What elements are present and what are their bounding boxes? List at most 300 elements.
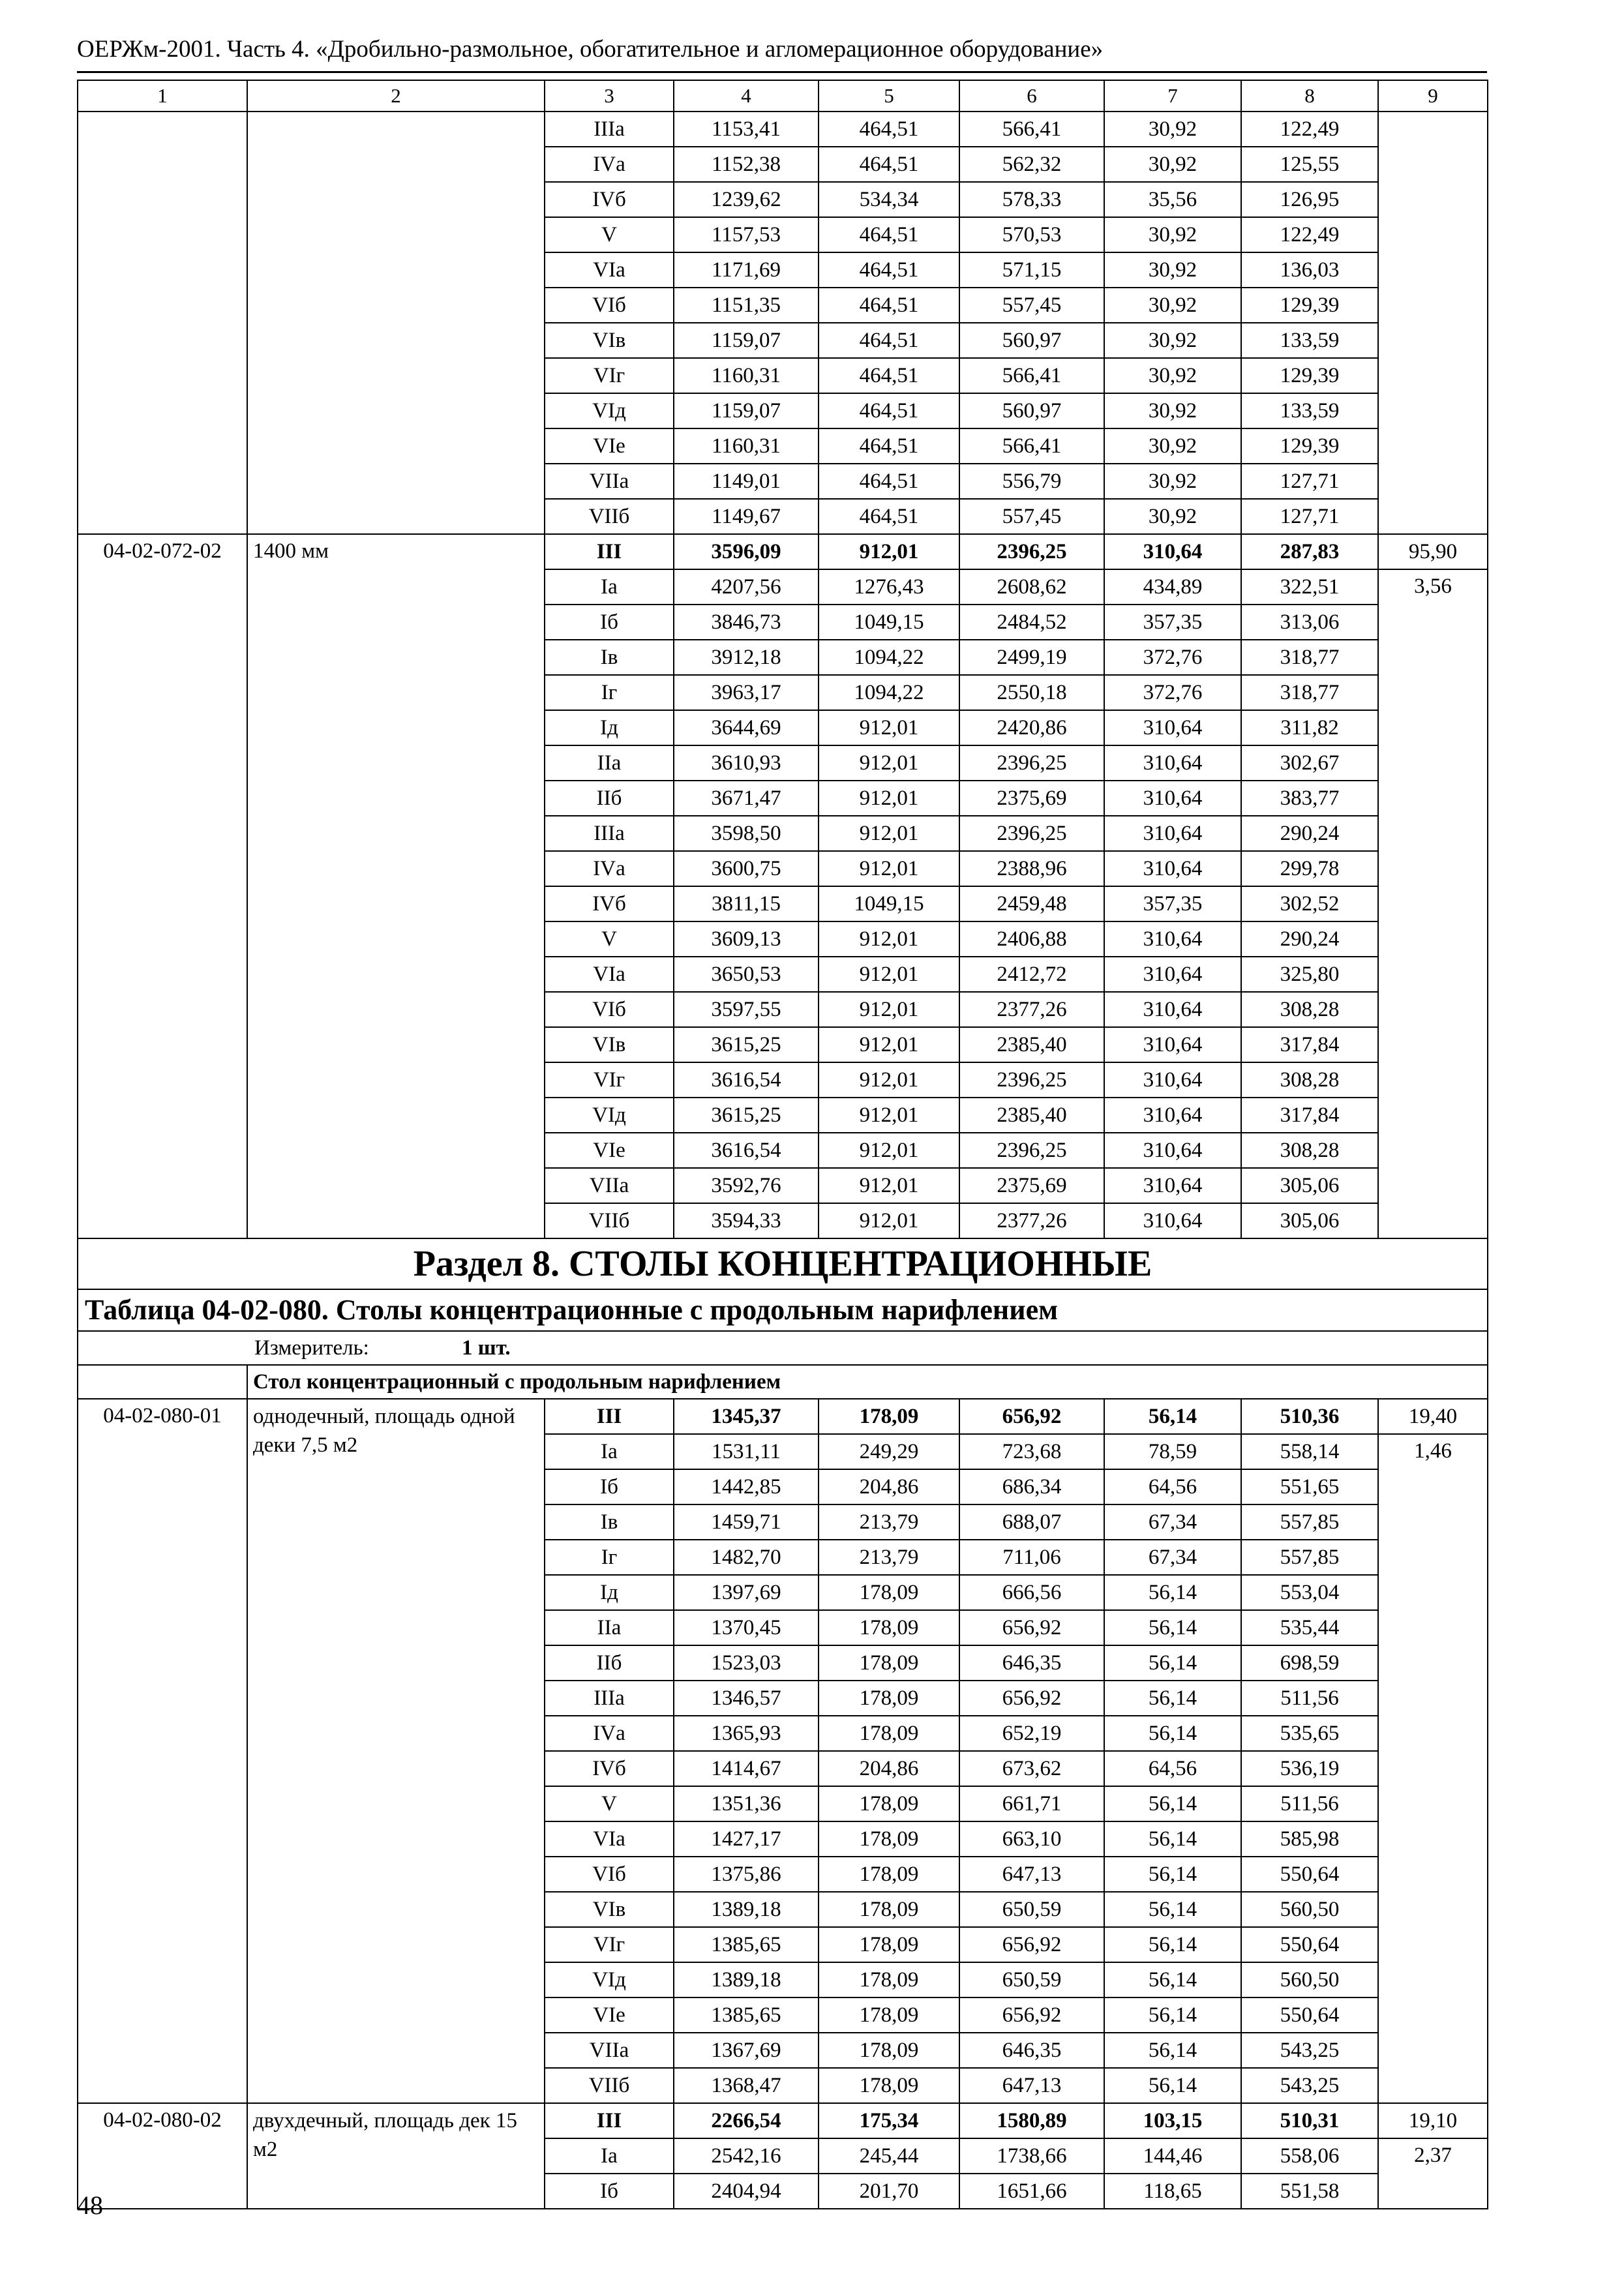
value-cell: 434,89 xyxy=(1104,569,1241,605)
value-cell: 175,34 xyxy=(819,2103,959,2138)
table-title-row xyxy=(78,1289,1488,1331)
value-cell: 56,14 xyxy=(1104,1716,1241,1751)
value-cell: 1151,35 xyxy=(674,288,819,323)
value-cell: 650,59 xyxy=(959,1892,1104,1927)
value-cell: 310,64 xyxy=(1104,1203,1241,1238)
value-cell: 318,77 xyxy=(1241,675,1378,710)
value-cell: 2388,96 xyxy=(959,851,1104,886)
col9-cell: 19,40 xyxy=(1378,1399,1488,1434)
value-cell: 464,51 xyxy=(819,393,959,428)
value-cell: 464,51 xyxy=(819,323,959,358)
value-cell: 56,14 xyxy=(1104,1575,1241,1610)
value-cell: 1094,22 xyxy=(819,640,959,675)
value-cell: 1367,69 xyxy=(674,2033,819,2068)
value-cell: 56,14 xyxy=(1104,1962,1241,1997)
value-cell: 1427,17 xyxy=(674,1821,819,1857)
value-cell: 1346,57 xyxy=(674,1681,819,1716)
value-cell: 3615,25 xyxy=(674,1098,819,1133)
item-name-cell xyxy=(247,112,545,534)
measure-label: Измеритель: xyxy=(254,1336,369,1360)
zone-cell: VIIа xyxy=(545,464,674,499)
column-number-cell: 2 xyxy=(247,80,545,112)
value-cell: 1159,07 xyxy=(674,393,819,428)
value-cell: 64,56 xyxy=(1104,1469,1241,1504)
col9-cell: 95,90 xyxy=(1378,534,1488,569)
zone-cell: VIе xyxy=(545,1133,674,1168)
table-row xyxy=(78,112,1488,147)
value-cell: 1094,22 xyxy=(819,675,959,710)
value-cell: 30,92 xyxy=(1104,464,1241,499)
column-number-cell: 3 xyxy=(545,80,674,112)
value-cell: 912,01 xyxy=(819,781,959,816)
value-cell: 310,64 xyxy=(1104,1062,1241,1098)
value-cell: 1276,43 xyxy=(819,569,959,605)
value-cell: 302,52 xyxy=(1241,886,1378,921)
value-cell: 912,01 xyxy=(819,1168,959,1203)
value-cell: 556,79 xyxy=(959,464,1104,499)
zone-cell: Iг xyxy=(545,1540,674,1575)
value-cell: 1159,07 xyxy=(674,323,819,358)
value-cell: 1523,03 xyxy=(674,1645,819,1681)
value-cell: 2420,86 xyxy=(959,710,1104,745)
value-cell: 912,01 xyxy=(819,1203,959,1238)
value-cell: 912,01 xyxy=(819,534,959,569)
value-cell: 3610,93 xyxy=(674,745,819,781)
value-cell: 3811,15 xyxy=(674,886,819,921)
header-rule xyxy=(77,71,1487,73)
value-cell: 322,51 xyxy=(1241,569,1378,605)
price-table-body xyxy=(78,80,1488,2209)
value-cell: 64,56 xyxy=(1104,1751,1241,1786)
value-cell: 127,71 xyxy=(1241,499,1378,534)
value-cell: 1580,89 xyxy=(959,2103,1104,2138)
value-cell: 2377,26 xyxy=(959,992,1104,1027)
value-cell: 372,76 xyxy=(1104,675,1241,710)
value-cell: 557,85 xyxy=(1241,1504,1378,1540)
section-title-row xyxy=(78,1238,1488,1289)
zone-cell: IIа xyxy=(545,745,674,781)
value-cell: 912,01 xyxy=(819,745,959,781)
value-cell: 551,65 xyxy=(1241,1469,1378,1504)
measure-cell xyxy=(78,1331,1488,1365)
zone-cell: V xyxy=(545,1786,674,1821)
value-cell: 2412,72 xyxy=(959,957,1104,992)
zone-cell: IVб xyxy=(545,182,674,217)
value-cell: 912,01 xyxy=(819,992,959,1027)
value-cell: 646,35 xyxy=(959,2033,1104,2068)
value-cell: 4207,56 xyxy=(674,569,819,605)
zone-cell: Iг xyxy=(545,675,674,710)
item-name-cell: однодечный, площадь одной деки 7,5 м2 xyxy=(247,1399,545,2103)
item-name-cell: двухдечный, площадь дек 15 м2 xyxy=(247,2103,545,2209)
value-cell: 1149,01 xyxy=(674,464,819,499)
zone-cell: VIд xyxy=(545,1962,674,1997)
value-cell: 287,83 xyxy=(1241,534,1378,569)
value-cell: 178,09 xyxy=(819,1962,959,1997)
zone-cell: IVа xyxy=(545,1716,674,1751)
value-cell: 1738,66 xyxy=(959,2138,1104,2174)
value-cell: 656,92 xyxy=(959,1681,1104,1716)
value-cell: 550,64 xyxy=(1241,1997,1378,2033)
zone-cell: IIб xyxy=(545,781,674,816)
value-cell: 372,76 xyxy=(1104,640,1241,675)
col9-cell: 1,46 xyxy=(1378,1434,1488,2103)
value-cell: 357,35 xyxy=(1104,886,1241,921)
value-cell: 1385,65 xyxy=(674,1997,819,2033)
value-cell: 67,34 xyxy=(1104,1540,1241,1575)
value-cell: 136,03 xyxy=(1241,252,1378,288)
value-cell: 912,01 xyxy=(819,851,959,886)
value-cell: 1442,85 xyxy=(674,1469,819,1504)
value-cell: 178,09 xyxy=(819,1575,959,1610)
value-cell: 213,79 xyxy=(819,1504,959,1540)
value-cell: 310,64 xyxy=(1104,781,1241,816)
value-cell: 129,39 xyxy=(1241,358,1378,393)
value-cell: 1153,41 xyxy=(674,112,819,147)
col9-cell: 19,10 xyxy=(1378,2103,1488,2138)
column-number-cell: 5 xyxy=(819,80,959,112)
zone-cell: IVб xyxy=(545,886,674,921)
value-cell: 30,92 xyxy=(1104,358,1241,393)
value-cell: 310,64 xyxy=(1104,957,1241,992)
value-cell: 562,32 xyxy=(959,147,1104,182)
value-cell: 310,64 xyxy=(1104,816,1241,851)
column-number-cell: 9 xyxy=(1378,80,1488,112)
value-cell: 290,24 xyxy=(1241,816,1378,851)
value-cell: 30,92 xyxy=(1104,147,1241,182)
value-cell: 647,13 xyxy=(959,1857,1104,1892)
zone-cell: Iа xyxy=(545,1434,674,1469)
column-number-cell: 7 xyxy=(1104,80,1241,112)
value-cell: 912,01 xyxy=(819,1062,959,1098)
value-cell: 543,25 xyxy=(1241,2033,1378,2068)
section-title: Раздел 8. СТОЛЫ КОНЦЕНТРАЦИОННЫЕ xyxy=(78,1238,1488,1289)
value-cell: 56,14 xyxy=(1104,1681,1241,1716)
zone-cell: VIг xyxy=(545,358,674,393)
zone-cell: Iв xyxy=(545,1504,674,1540)
value-cell: 313,06 xyxy=(1241,605,1378,640)
value-cell: 310,64 xyxy=(1104,851,1241,886)
value-cell: 290,24 xyxy=(1241,921,1378,957)
value-cell: 464,51 xyxy=(819,464,959,499)
value-cell: 1171,69 xyxy=(674,252,819,288)
value-cell: 129,39 xyxy=(1241,428,1378,464)
value-cell: 656,92 xyxy=(959,1927,1104,1962)
value-cell: 3671,47 xyxy=(674,781,819,816)
column-number-cell: 6 xyxy=(959,80,1104,112)
value-cell: 3650,53 xyxy=(674,957,819,992)
zone-cell: VIIб xyxy=(545,2068,674,2103)
value-cell: 560,97 xyxy=(959,393,1104,428)
value-cell: 118,65 xyxy=(1104,2174,1241,2209)
value-cell: 550,64 xyxy=(1241,1927,1378,1962)
table-title: Таблица 04-02-080. Столы концентрационные с продольным нарифлением xyxy=(78,1289,1488,1331)
value-cell: 2377,26 xyxy=(959,1203,1104,1238)
value-cell: 311,82 xyxy=(1241,710,1378,745)
value-cell: 310,64 xyxy=(1104,710,1241,745)
value-cell: 56,14 xyxy=(1104,1857,1241,1892)
value-cell: 1414,67 xyxy=(674,1751,819,1786)
value-cell: 686,34 xyxy=(959,1469,1104,1504)
zone-cell: IVб xyxy=(545,1751,674,1786)
value-cell: 35,56 xyxy=(1104,182,1241,217)
value-cell: 1375,86 xyxy=(674,1857,819,1892)
value-cell: 2396,25 xyxy=(959,745,1104,781)
subheading-empty xyxy=(78,1365,247,1399)
column-number-row xyxy=(78,80,1488,112)
value-cell: 178,09 xyxy=(819,1716,959,1751)
column-number-cell: 4 xyxy=(674,80,819,112)
zone-cell: Iб xyxy=(545,1469,674,1504)
value-cell: 178,09 xyxy=(819,1399,959,1434)
value-cell: 2499,19 xyxy=(959,640,1104,675)
value-cell: 178,09 xyxy=(819,1786,959,1821)
zone-cell: Iд xyxy=(545,710,674,745)
value-cell: 178,09 xyxy=(819,1645,959,1681)
zone-cell: III xyxy=(545,534,674,569)
value-cell: 2375,69 xyxy=(959,781,1104,816)
value-cell: 464,51 xyxy=(819,428,959,464)
value-cell: 56,14 xyxy=(1104,1997,1241,2033)
value-cell: 126,95 xyxy=(1241,182,1378,217)
value-cell: 464,51 xyxy=(819,358,959,393)
item-code-cell: 04-02-072-02 xyxy=(78,534,247,1238)
value-cell: 3644,69 xyxy=(674,710,819,745)
value-cell: 912,01 xyxy=(819,1133,959,1168)
value-cell: 178,09 xyxy=(819,2068,959,2103)
value-cell: 308,28 xyxy=(1241,1133,1378,1168)
column-number-cell: 1 xyxy=(78,80,247,112)
col9-cell: 2,37 xyxy=(1378,2138,1488,2209)
value-cell: 1385,65 xyxy=(674,1927,819,1962)
zone-cell: VIб xyxy=(545,288,674,323)
zone-cell: VIIа xyxy=(545,1168,674,1203)
value-cell: 1389,18 xyxy=(674,1892,819,1927)
value-cell: 2404,94 xyxy=(674,2174,819,2209)
value-cell: 56,14 xyxy=(1104,1927,1241,1962)
value-cell: 383,77 xyxy=(1241,781,1378,816)
value-cell: 1365,93 xyxy=(674,1716,819,1751)
zone-cell: VIIб xyxy=(545,499,674,534)
value-cell: 3600,75 xyxy=(674,851,819,886)
value-cell: 536,19 xyxy=(1241,1751,1378,1786)
value-cell: 1049,15 xyxy=(819,605,959,640)
value-cell: 178,09 xyxy=(819,1857,959,1892)
item-name-cell: 1400 мм xyxy=(247,534,545,1238)
value-cell: 1397,69 xyxy=(674,1575,819,1610)
value-cell: 647,13 xyxy=(959,2068,1104,2103)
value-cell: 30,92 xyxy=(1104,288,1241,323)
value-cell: 3616,54 xyxy=(674,1062,819,1098)
value-cell: 464,51 xyxy=(819,147,959,182)
value-cell: 245,44 xyxy=(819,2138,959,2174)
table-row xyxy=(78,534,1488,569)
zone-cell: VIв xyxy=(545,1892,674,1927)
value-cell: 308,28 xyxy=(1241,992,1378,1027)
zone-cell: VIв xyxy=(545,1027,674,1062)
value-cell: 305,06 xyxy=(1241,1203,1378,1238)
value-cell: 510,31 xyxy=(1241,2103,1378,2138)
value-cell: 464,51 xyxy=(819,499,959,534)
value-cell: 464,51 xyxy=(819,288,959,323)
value-cell: 3616,54 xyxy=(674,1133,819,1168)
value-cell: 30,92 xyxy=(1104,499,1241,534)
value-cell: 299,78 xyxy=(1241,851,1378,886)
value-cell: 1160,31 xyxy=(674,358,819,393)
value-cell: 656,92 xyxy=(959,1610,1104,1645)
value-cell: 1351,36 xyxy=(674,1786,819,1821)
value-cell: 560,50 xyxy=(1241,1892,1378,1927)
zone-cell: VIIб xyxy=(545,1203,674,1238)
value-cell: 578,33 xyxy=(959,182,1104,217)
value-cell: 543,25 xyxy=(1241,2068,1378,2103)
value-cell: 249,29 xyxy=(819,1434,959,1469)
zone-cell: IVа xyxy=(545,851,674,886)
value-cell: 30,92 xyxy=(1104,323,1241,358)
value-cell: 56,14 xyxy=(1104,1786,1241,1821)
value-cell: 2375,69 xyxy=(959,1168,1104,1203)
subheading: Стол концентрационный с продольным нарифлением xyxy=(247,1365,1488,1399)
value-cell: 711,06 xyxy=(959,1540,1104,1575)
value-cell: 557,85 xyxy=(1241,1540,1378,1575)
zone-cell: VIа xyxy=(545,1821,674,1857)
zone-cell: VIг xyxy=(545,1062,674,1098)
value-cell: 144,46 xyxy=(1104,2138,1241,2174)
value-cell: 129,39 xyxy=(1241,288,1378,323)
value-cell: 553,04 xyxy=(1241,1575,1378,1610)
zone-cell: Iд xyxy=(545,1575,674,1610)
measure-row xyxy=(78,1331,1488,1365)
value-cell: 2396,25 xyxy=(959,1062,1104,1098)
value-cell: 30,92 xyxy=(1104,217,1241,252)
value-cell: 571,15 xyxy=(959,252,1104,288)
zone-cell: VIб xyxy=(545,1857,674,1892)
value-cell: 646,35 xyxy=(959,1645,1104,1681)
value-cell: 56,14 xyxy=(1104,1645,1241,1681)
value-cell: 310,64 xyxy=(1104,534,1241,569)
value-cell: 558,06 xyxy=(1241,2138,1378,2174)
value-cell: 570,53 xyxy=(959,217,1104,252)
zone-cell: VIа xyxy=(545,957,674,992)
value-cell: 2608,62 xyxy=(959,569,1104,605)
col9-cell: 3,56 xyxy=(1378,569,1488,1238)
value-cell: 566,41 xyxy=(959,358,1104,393)
value-cell: 550,64 xyxy=(1241,1857,1378,1892)
value-cell: 178,09 xyxy=(819,1821,959,1857)
item-code-cell: 04-02-080-01 xyxy=(78,1399,247,2103)
value-cell: 178,09 xyxy=(819,2033,959,2068)
value-cell: 178,09 xyxy=(819,1892,959,1927)
value-cell: 652,19 xyxy=(959,1716,1104,1751)
value-cell: 557,45 xyxy=(959,288,1104,323)
value-cell: 2396,25 xyxy=(959,534,1104,569)
value-cell: 3594,33 xyxy=(674,1203,819,1238)
value-cell: 2396,25 xyxy=(959,1133,1104,1168)
zone-cell: Iа xyxy=(545,569,674,605)
value-cell: 56,14 xyxy=(1104,1892,1241,1927)
value-cell: 566,41 xyxy=(959,112,1104,147)
value-cell: 305,06 xyxy=(1241,1168,1378,1203)
value-cell: 1149,67 xyxy=(674,499,819,534)
zone-cell: IVа xyxy=(545,147,674,182)
value-cell: 558,14 xyxy=(1241,1434,1378,1469)
value-cell: 566,41 xyxy=(959,428,1104,464)
zone-cell: VIе xyxy=(545,1997,674,2033)
value-cell: 650,59 xyxy=(959,1962,1104,1997)
value-cell: 1389,18 xyxy=(674,1962,819,1997)
value-cell: 723,68 xyxy=(959,1434,1104,1469)
value-cell: 178,09 xyxy=(819,1997,959,2033)
value-cell: 310,64 xyxy=(1104,921,1241,957)
value-cell: 1651,66 xyxy=(959,2174,1104,2209)
value-cell: 557,45 xyxy=(959,499,1104,534)
value-cell: 30,92 xyxy=(1104,393,1241,428)
measure-value: 1 шт. xyxy=(462,1336,511,1360)
value-cell: 2385,40 xyxy=(959,1098,1104,1133)
value-cell: 178,09 xyxy=(819,1610,959,1645)
value-cell: 663,10 xyxy=(959,1821,1104,1857)
price-table xyxy=(77,80,1488,2209)
value-cell: 2406,88 xyxy=(959,921,1104,957)
value-cell: 310,64 xyxy=(1104,1133,1241,1168)
zone-cell: VIд xyxy=(545,1098,674,1133)
value-cell: 534,34 xyxy=(819,182,959,217)
page-header: ОЕРЖм-2001. Часть 4. «Дробильно-размольное, обогатительное и агломерационное оборудование» xyxy=(77,36,1104,63)
value-cell: 78,59 xyxy=(1104,1434,1241,1469)
value-cell: 535,44 xyxy=(1241,1610,1378,1645)
zone-cell: IIIа xyxy=(545,112,674,147)
value-cell: 510,36 xyxy=(1241,1399,1378,1434)
value-cell: 535,65 xyxy=(1241,1716,1378,1751)
zone-cell: V xyxy=(545,921,674,957)
value-cell: 560,50 xyxy=(1241,1962,1378,1997)
value-cell: 2385,40 xyxy=(959,1027,1104,1062)
zone-cell: Iб xyxy=(545,2174,674,2209)
value-cell: 673,62 xyxy=(959,1751,1104,1786)
value-cell: 1160,31 xyxy=(674,428,819,464)
value-cell: 585,98 xyxy=(1241,1821,1378,1857)
value-cell: 201,70 xyxy=(819,2174,959,2209)
value-cell: 511,56 xyxy=(1241,1681,1378,1716)
value-cell: 357,35 xyxy=(1104,605,1241,640)
value-cell: 912,01 xyxy=(819,921,959,957)
value-cell: 666,56 xyxy=(959,1575,1104,1610)
zone-cell: Iб xyxy=(545,605,674,640)
value-cell: 302,67 xyxy=(1241,745,1378,781)
zone-cell: IIа xyxy=(545,1610,674,1645)
value-cell: 318,77 xyxy=(1241,640,1378,675)
value-cell: 310,64 xyxy=(1104,992,1241,1027)
zone-cell: VIг xyxy=(545,1927,674,1962)
value-cell: 688,07 xyxy=(959,1504,1104,1540)
subheading-row xyxy=(78,1365,1488,1399)
value-cell: 1345,37 xyxy=(674,1399,819,1434)
value-cell: 204,86 xyxy=(819,1751,959,1786)
value-cell: 1239,62 xyxy=(674,182,819,217)
zone-cell: V xyxy=(545,217,674,252)
value-cell: 1152,38 xyxy=(674,147,819,182)
value-cell: 56,14 xyxy=(1104,2033,1241,2068)
value-cell: 56,14 xyxy=(1104,1610,1241,1645)
zone-cell: Iа xyxy=(545,2138,674,2174)
zone-cell: VIе xyxy=(545,428,674,464)
value-cell: 127,71 xyxy=(1241,464,1378,499)
zone-cell: III xyxy=(545,1399,674,1434)
value-cell: 317,84 xyxy=(1241,1027,1378,1062)
value-cell: 310,64 xyxy=(1104,1168,1241,1203)
value-cell: 2459,48 xyxy=(959,886,1104,921)
value-cell: 317,84 xyxy=(1241,1098,1378,1133)
